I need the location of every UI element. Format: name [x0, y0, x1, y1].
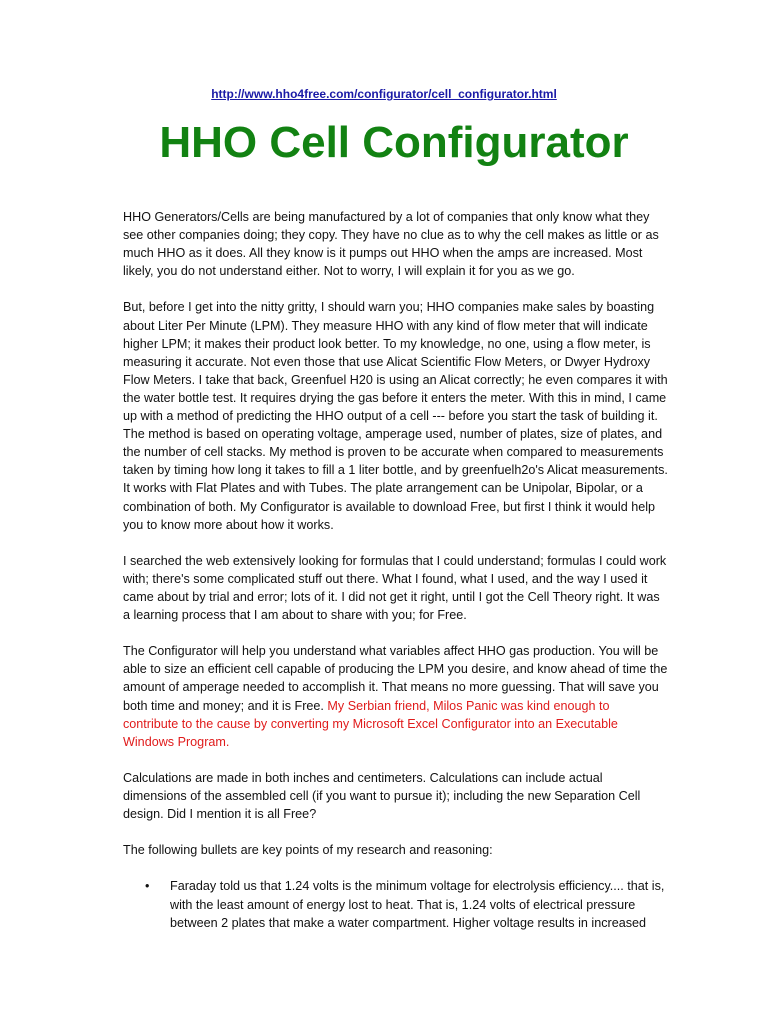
paragraph-research: I searched the web extensively looking for formulas that I could understand; formulas I could work with; there's some complicated stuff out there. What I found, what I used, and the way I used it came about by trial and error; lots of it. I did not get it right, until I got the Cell Theory right. It was a learning process that I am about to share with you; for Free. — [123, 553, 667, 623]
paragraph-configurator-text: The Configurator will help you understand what variables affect HHO gas production. You will be able to size an efficient cell capable of producing the LPM you desire, and know ahead of time the amount of amperage needed to accomplish it. That means no more guessing. That will save you both time and money; and it is Free. — [123, 644, 668, 713]
paragraph-configurator — [123, 642, 668, 751]
paragraph-bullets-intro: The following bullets are key points of my research and reasoning: — [123, 843, 493, 858]
source-url-link[interactable]: http://www.hho4free.com/configurator/cell_configurator.html — [211, 87, 557, 101]
list-item-text: Faraday told us that 1.24 volts is the minimum voltage for electrolysis efficiency.... that is, with the least amount of energy lost to heat. That is, 1.24 volts of electrical pressure between 2 plates that make a water compartment. Higher voltage results in increased — [170, 879, 665, 930]
document-body — [123, 208, 668, 932]
bullet-icon: • — [145, 879, 150, 894]
paragraph-calculations: Calculations are made in both inches and centimeters. Calculations can include actual dimensions of the assembled cell (if you want to pursue it); including the new Separation Cell design. Did I mention it is all Free? — [123, 770, 641, 822]
paragraph-intro: HHO Generators/Cells are being manufactured by a lot of companies that only know what they see other companies doing; they copy. They have no clue as to why the cell makes as little or as much HHO as it does. All they know is it pumps out HHO when the amps are increased. Most likely, you do not understand either. Not to worry, I will explain it for you as we go. — [123, 210, 659, 279]
key-points-list — [123, 877, 668, 931]
page-title: HHO Cell Configurator — [159, 118, 629, 167]
highlighted-credit-text: My Serbian friend, Milos Panic was kind enough to contribute to the cause by converting my Microsoft Excel Configurator into an Executable Windows Program. — [123, 698, 618, 749]
paragraph-warning: But, before I get into the nitty gritty, I should warn you; HHO companies make sales by boasting about Liter Per Minute (LPM). They measure HHO with any kind of flow meter that will indicate higher LPM; it makes their product look better. To my knowledge, no one, using a flow meter, is measuring it accurate. Not even those that use Alicat Scientific Flow Meters, or Dwyer Hydroxy Flow Meters. I take that back, Greenfuel H20 is using an Alicat correctly; he even compares it with the water bottle test. It requires drying the gas before it enters the meter. With this in mind, I came up with a method of predicting the HHO output of a cell --- before you start the task of building it. The method is based on operating voltage, amperage used, number of plates, size of plates, and the number of cell stacks. My method is proven to be accurate when compared to measurements taken by timing how long it takes to fill a 1 liter bottle, and by greenfuelh2o's Alicat measurements. It works with Flat Plates and with Tubes. The plate arrangement can be Unipolar, Bipolar, or a combination of both. My Configurator is available to download Free, but first I think it would help you to know more about how it works. — [123, 300, 668, 532]
list-item — [123, 877, 668, 931]
